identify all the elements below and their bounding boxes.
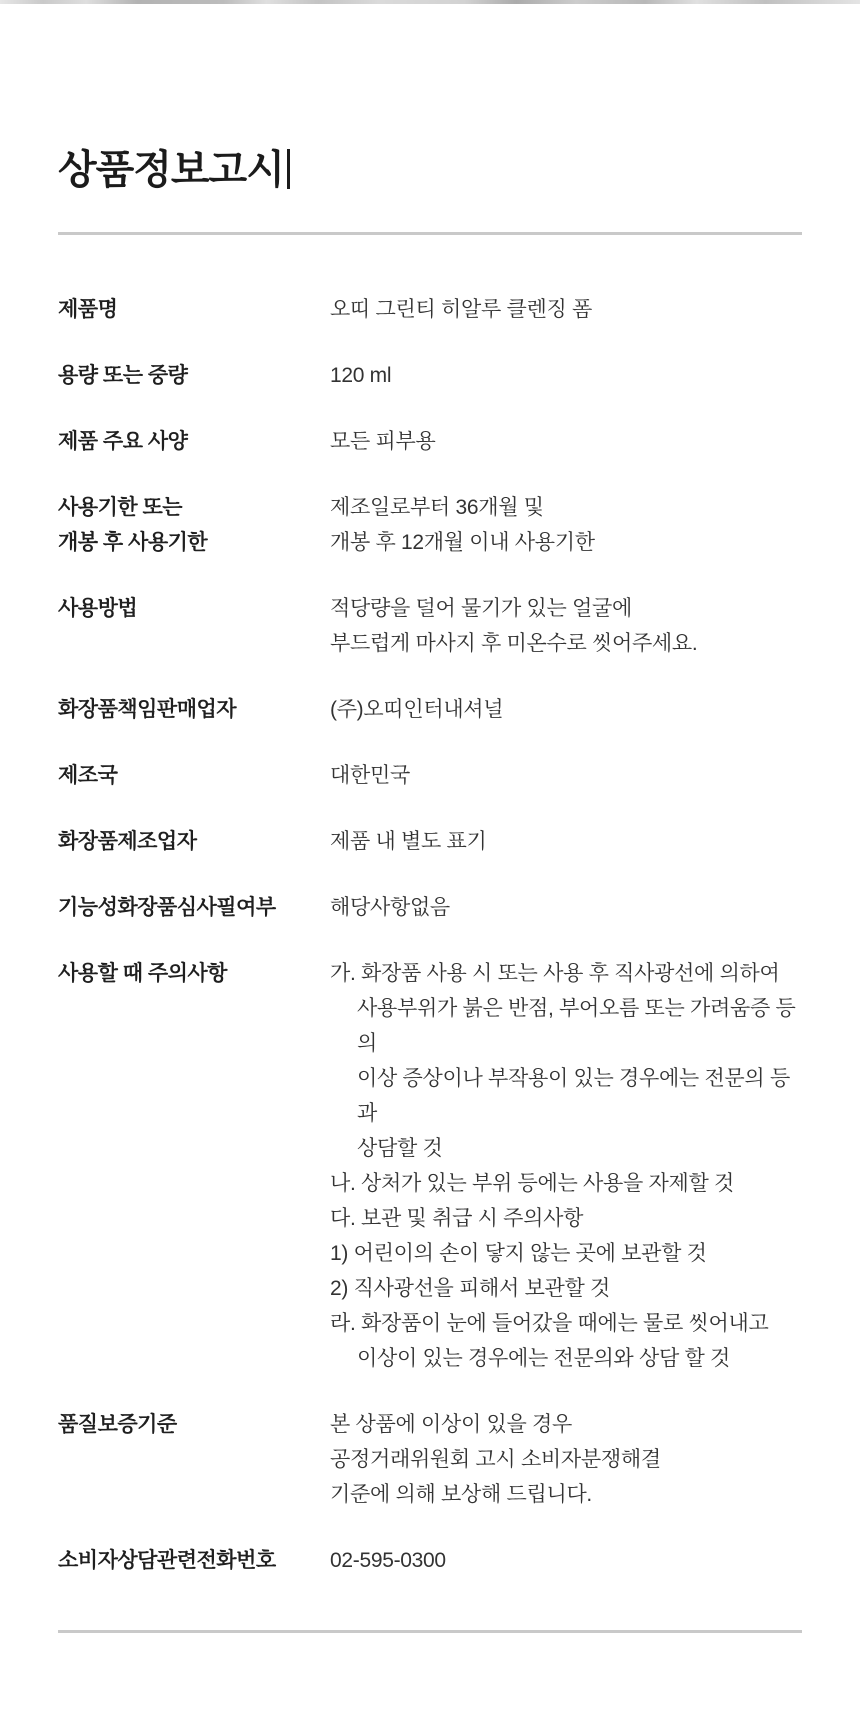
row-value-line: 이상 증상이나 부작용이 있는 경우에는 전문의 등과 xyxy=(357,1067,790,1125)
row-value-line: 2) 직사광선을 피해서 보관할 것 xyxy=(330,1277,611,1300)
row-label-line: 화장품제조업자 xyxy=(58,830,197,853)
cropped-image-edge-strip xyxy=(0,0,860,4)
row-label xyxy=(58,490,330,560)
table-row xyxy=(58,292,802,327)
row-label xyxy=(58,358,330,393)
row-value xyxy=(330,824,802,859)
table-row xyxy=(58,824,802,859)
row-value xyxy=(330,490,802,560)
table-row xyxy=(58,956,802,1376)
row-value-line: 적당량을 덜어 물기가 있는 얼굴에 xyxy=(330,597,632,620)
row-label-line: 사용할 때 주의사항 xyxy=(58,962,227,985)
row-label xyxy=(58,758,330,793)
page-title-text: 상품정보고시 xyxy=(58,148,284,192)
row-value-line: 이상이 있는 경우에는 전문의와 상담 할 것 xyxy=(357,1347,730,1370)
row-label-line: 제조국 xyxy=(58,764,118,787)
row-label-line: 개봉 후 사용기한 xyxy=(58,531,208,554)
row-label-line: 소비자상담관련전화번호 xyxy=(58,1549,276,1572)
row-label-line: 제품 주요 사양 xyxy=(58,430,188,453)
row-label-line: 제품명 xyxy=(58,298,118,321)
product-info-table xyxy=(58,292,802,1578)
row-label xyxy=(58,692,330,727)
row-value-line: 본 상품에 이상이 있을 경우 xyxy=(330,1413,572,1436)
row-value-line: 1) 어린이의 손이 닿지 않는 곳에 보관할 것 xyxy=(330,1242,707,1265)
bottom-divider xyxy=(58,1630,802,1633)
top-divider xyxy=(58,232,802,235)
row-value-line: 02-595-0300 xyxy=(330,1549,446,1572)
table-row xyxy=(58,1543,802,1578)
row-value-line: 모든 피부용 xyxy=(330,430,436,453)
row-value-line: 부드럽게 마사지 후 미온수로 씻어주세요. xyxy=(330,632,698,655)
row-value xyxy=(330,758,802,793)
row-label-line: 화장품책임판매업자 xyxy=(58,698,237,721)
row-label xyxy=(58,292,330,327)
row-value-line: 공정거래위원회 고시 소비자분쟁해결 xyxy=(330,1448,661,1471)
table-row xyxy=(58,758,802,793)
row-value-line: 제품 내 별도 표기 xyxy=(330,830,487,853)
row-value-line: (주)오띠인터내셔널 xyxy=(330,698,504,721)
row-label-line: 용량 또는 중량 xyxy=(58,364,188,387)
row-value-line: 나. 상처가 있는 부위 등에는 사용을 자제할 것 xyxy=(330,1172,735,1195)
row-value-line: 가. 화장품 사용 시 또는 사용 후 직사광선에 의하여 xyxy=(330,962,780,985)
row-value-line: 상담할 것 xyxy=(357,1137,443,1160)
table-row xyxy=(58,424,802,459)
row-value xyxy=(330,956,802,1376)
row-value xyxy=(330,292,802,327)
row-label xyxy=(58,591,330,626)
row-value xyxy=(330,591,802,661)
row-label-line: 기능성화장품심사필여부 xyxy=(58,896,276,919)
row-label xyxy=(58,1407,330,1442)
text-cursor-bar xyxy=(287,149,290,189)
page-title xyxy=(58,146,802,194)
row-value xyxy=(330,890,802,925)
row-value xyxy=(330,1543,802,1578)
row-value xyxy=(330,1407,802,1512)
row-label xyxy=(58,1543,330,1578)
table-row xyxy=(58,490,802,560)
table-row xyxy=(58,591,802,661)
row-value-line: 해당사항없음 xyxy=(330,896,450,919)
row-label-line: 품질보증기준 xyxy=(58,1413,177,1436)
row-label-line: 사용방법 xyxy=(58,597,138,620)
row-value xyxy=(330,424,802,459)
row-value-line: 오띠 그린티 히알루 클렌징 폼 xyxy=(330,298,592,321)
row-value xyxy=(330,692,802,727)
row-label xyxy=(58,890,330,925)
row-label xyxy=(58,956,330,991)
row-label-line: 사용기한 또는 xyxy=(58,496,183,519)
table-row xyxy=(58,358,802,393)
row-value-line: 기준에 의해 보상해 드립니다. xyxy=(330,1483,592,1506)
row-value-line: 사용부위가 붉은 반점, 부어오름 또는 가려움증 등의 xyxy=(357,997,796,1055)
row-value-line: 라. 화장품이 눈에 들어갔을 때에는 물로 씻어내고 xyxy=(330,1312,769,1335)
table-row xyxy=(58,1407,802,1512)
row-value-line: 다. 보관 및 취급 시 주의사항 xyxy=(330,1207,584,1230)
row-value xyxy=(330,358,802,393)
row-label xyxy=(58,424,330,459)
row-value-line: 제조일로부터 36개월 및 xyxy=(330,496,544,519)
row-value-line: 120 ml xyxy=(330,364,392,387)
table-row xyxy=(58,890,802,925)
table-row xyxy=(58,692,802,727)
row-label xyxy=(58,824,330,859)
row-value-line: 대한민국 xyxy=(330,764,410,787)
row-value-line: 개봉 후 12개월 이내 사용기한 xyxy=(330,531,595,554)
product-info-content xyxy=(0,146,860,1633)
